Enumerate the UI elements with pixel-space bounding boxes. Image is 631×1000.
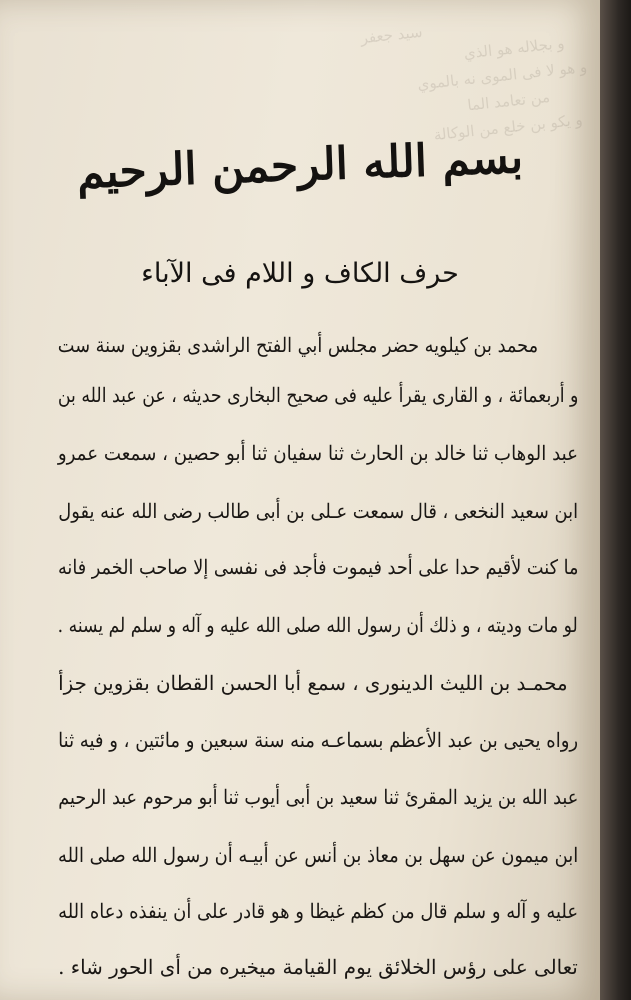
basmala-calligraphy: بسم الله الرحمن الرحيم bbox=[76, 132, 524, 199]
text-line: رواه يحيى بن عبد الأعظم بسماعـه منه سنة سبعين و مائتين ، و فيه ثنا bbox=[57, 728, 578, 752]
text-line: عليه و آله و سلم قال من كظم غيظا و هو قادر على أن ينفذه دعاه الله bbox=[57, 899, 578, 923]
text-line: ما كنت لأقيم حدا على أحد فيموت فأجد فى نفسى إلا صاحب الخمر فانه bbox=[57, 555, 578, 579]
text-line: عبد الوهاب ثنا خالد بن الحارث ثنا سفيان ثنا أبو حصين ، سمعت عمرو bbox=[57, 441, 578, 465]
text-line: ابن ميمون عن سهل بن معاذ بن أنس عن أبيـه أن رسول الله صلى الله bbox=[57, 843, 578, 867]
section-heading: حرف الكاف و اللام فى الآباء bbox=[141, 258, 459, 289]
text-line: ابن سعيد النخعى ، قال سمعت عـلى بن أبى طالب رضى الله عنه يقول bbox=[58, 499, 578, 523]
text-line: محمـد بن الليث الدينورى ، سمع أبا الحسن القطان بقزوين جزأ bbox=[58, 671, 568, 695]
bleed-through-text: سید جعفر و بجلاله هو الذي و هو لا فى الموى نه بالموي من تعامد الما و يكو بن خلع من الوكالة bbox=[359, 22, 588, 145]
text-line: و أربعمائة ، و القارى يقرأ عليه فى صحيح البخارى حديثه ، عن عبد الله بن bbox=[57, 383, 578, 407]
text-line: تعالى على رؤس الخلائق يوم القيامة ميخيره من أى الحور شاء . bbox=[58, 955, 578, 979]
text-line: لو مات وديته ، و ذلك أن رسول الله صلى الله عليه و آله و سلم لم يسنه . bbox=[57, 613, 578, 637]
text-line: محمد بن كيلويه حضر مجلس أبي الفتح الراشدى بقزوين سنة ست bbox=[57, 333, 538, 357]
text-line: عبد الله بن يزيد المقرئ ثنا سعيد بن أبى أيوب ثنا أبو مرحوم عبد الرحيم bbox=[57, 785, 578, 809]
book-spine-shadow bbox=[600, 0, 631, 1000]
